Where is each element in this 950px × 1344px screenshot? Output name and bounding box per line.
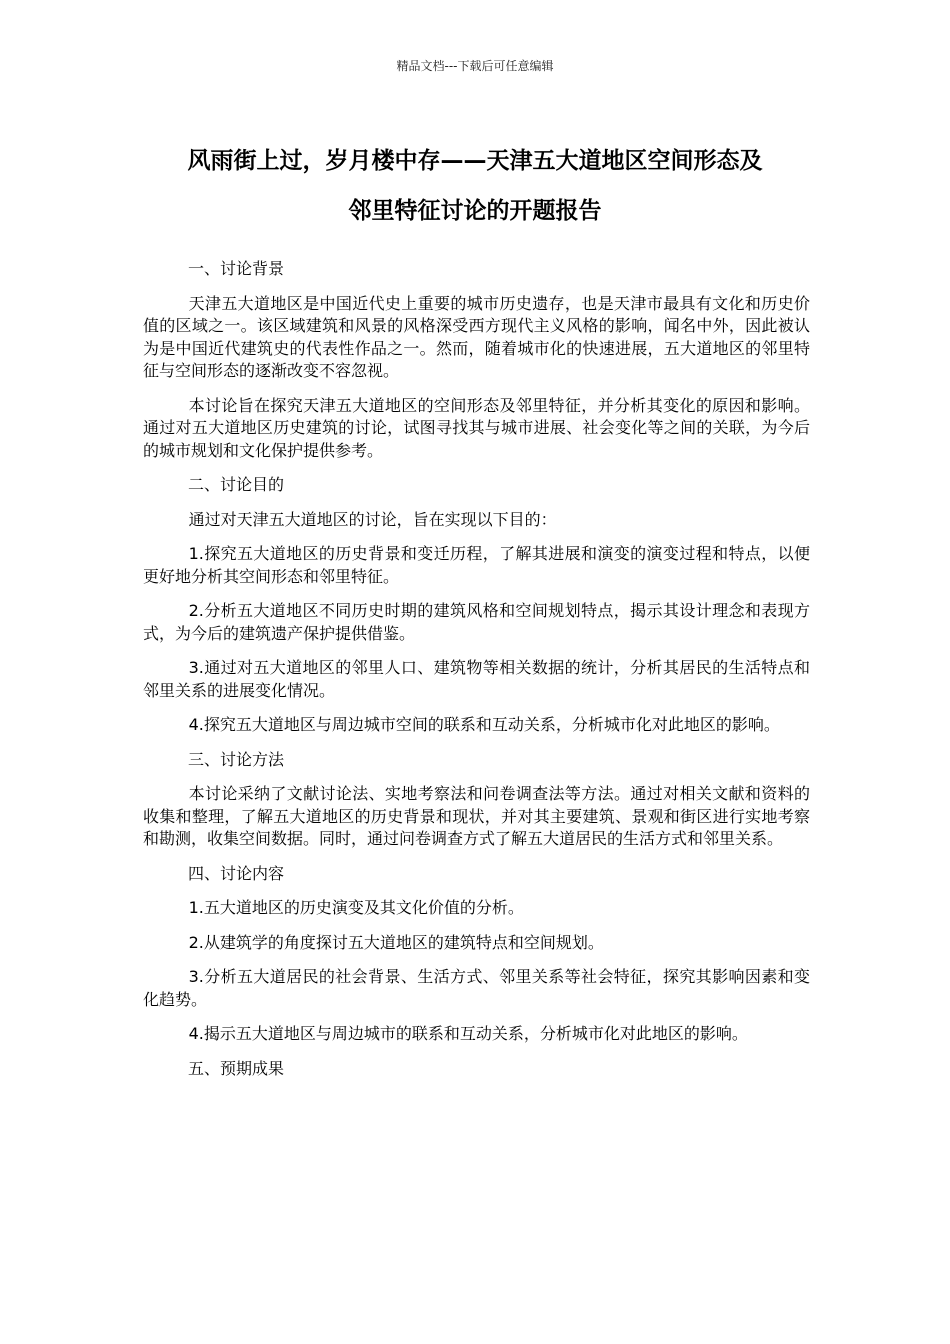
purpose-item: 4.探究五大道地区与周边城市空间的联系和互动关系，分析城市化对此地区的影响。	[188, 715, 780, 734]
content-item: 2.从建筑学的角度探讨五大道地区的建筑特点和空间规划。	[188, 932, 604, 952]
content-item: 1.五大道地区的历史演变及其文化价值的分析。	[188, 898, 524, 917]
section-heading-expected-results: 五、预期成果	[188, 1058, 285, 1078]
background-paragraph-2: 本讨论旨在探究天津五大道地区的空间形态及邻里特征，并分析其变化的原因和影响。通过对五大道地区历史建筑的讨论，试图寻找其与城市进展、社会变化等之间的关联，为今后的城市规划和文化保护提供参考。	[143, 395, 810, 460]
purpose-item: 2.分析五大道地区不同历史时期的建筑风格和空间规划特点，揭示其设计理念和表现方式，为今后的建筑遗产保护提供借鉴。	[143, 601, 810, 643]
background-paragraph-1: 天津五大道地区是中国近代史上重要的城市历史遗存，也是天津市最具有文化和历史价值的区域之一。该区域建筑和风景的风格深受西方现代主义风格的影响，闻名中外，因此被认为是中国近代建筑史的代表性作品之一。然而，随着城市化的快速进展，五大道地区的邻里特征与空间形态的逐渐改变不容忽视。	[143, 293, 810, 380]
section-heading-method: 三、讨论方法	[188, 749, 285, 769]
title-line-1: 风雨街上过，岁月楼中存——天津五大道地区空间形态及	[187, 148, 763, 174]
method-paragraph: 本讨论采纳了文献讨论法、实地考察法和问卷调查法等方法。通过对相关文献和资料的收集和整理，了解五大道地区的历史背景和现状，并对其主要建筑、景观和街区进行实地考察和勘测，收集空间数据。同时，通过问卷调查方式了解五大道居民的生活方式和邻里关系。	[143, 784, 810, 848]
section-heading-content: 四、讨论内容	[188, 863, 285, 883]
content-item: 3.分析五大道居民的社会背景、生活方式、邻里关系等社会特征，探究其影响因素和变化趋势。	[143, 967, 810, 1009]
document-body	[143, 258, 810, 1092]
purpose-intro: 通过对天津五大道地区的讨论，旨在实现以下目的：	[188, 509, 557, 529]
document-title	[120, 136, 830, 236]
purpose-item: 3.通过对五大道地区的邻里人口、建筑物等相关数据的统计，分析其居民的生活特点和邻里关系的进展变化情况。	[143, 658, 810, 700]
header-note: 精品文档---下载后可任意编辑	[396, 59, 554, 73]
title-line-2: 邻里特征讨论的开题报告	[348, 198, 602, 224]
content-item: 4.揭示五大道地区与周边城市的联系和互动关系，分析城市化对此地区的影响。	[188, 1024, 748, 1043]
section-heading-background: 一、讨论背景	[188, 259, 285, 278]
purpose-item: 1.探究五大道地区的历史背景和变迁历程，了解其进展和演变的演变过程和特点，以便更好地分析其空间形态和邻里特征。	[143, 544, 810, 586]
section-heading-purpose: 二、讨论目的	[188, 475, 285, 494]
